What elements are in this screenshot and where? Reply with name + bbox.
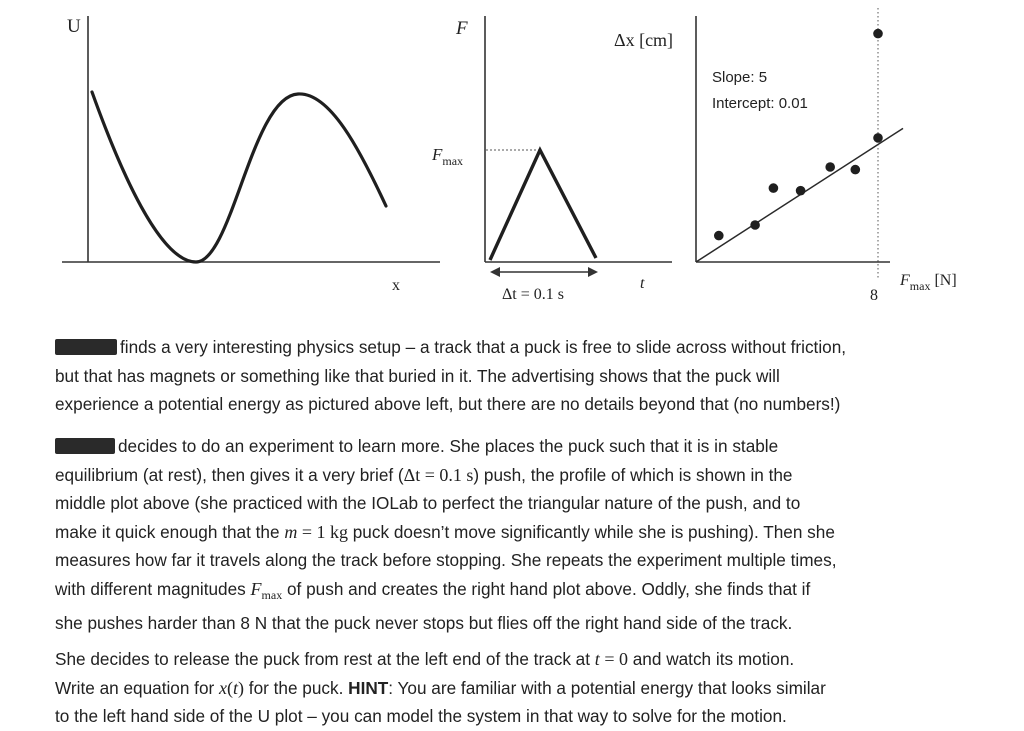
data-point bbox=[873, 133, 883, 143]
p3-line-3: to the left hand side of the U plot – you can model the system in that way to solve for the motion. bbox=[55, 706, 787, 726]
redacted-name bbox=[55, 438, 115, 454]
p1-line-3: experience a potential energy as pictured above left, but there are no details beyond that (no numbers!) bbox=[55, 394, 841, 414]
dx-axis-label: Δx [cm] bbox=[614, 30, 674, 50]
duration-arrow bbox=[490, 267, 598, 277]
u-plot bbox=[62, 16, 440, 294]
triangular-force-pulse bbox=[490, 150, 596, 260]
force-plot bbox=[431, 16, 672, 303]
x-axis-label: x bbox=[392, 277, 400, 294]
problem-paragraph-3 bbox=[55, 645, 965, 731]
p3-line-1: She decides to release the puck from rest at the left end of the track at t = 0 and watch its motion. bbox=[55, 649, 795, 669]
p1-line-1: finds a very interesting physics setup – a track that a puck is free to slide across without friction, bbox=[120, 337, 847, 357]
p2-line-6: with different magnitudes $F_{max}$ of push and creates the right hand plot above. Oddly, she finds that if bbox=[55, 578, 811, 602]
problem-paragraph-2 bbox=[55, 432, 965, 638]
potential-energy-curve bbox=[92, 92, 386, 262]
p3-line-2: Write an equation for x(t) for the puck. HINT: You are familiar with a potential energy that looks similar bbox=[55, 677, 826, 698]
p2-line-2: equilibrium (at rest), then gives it a very brief (Δt = 0.1 s) push, the profile of which is shown in the bbox=[55, 464, 793, 485]
p2-line-3: middle plot above (she practiced with the IOLab to perfect the triangular nature of the push, and to bbox=[55, 493, 801, 513]
p1-line-2: but that has magnets or something like that buried in it. The advertising shows that the puck will bbox=[55, 365, 780, 386]
data-point bbox=[769, 183, 779, 193]
p2-line-7: she pushes harder than 8 N that the puck never stops but flies off the right hand side of the track. bbox=[55, 613, 793, 633]
p2-line-5: measures how far it travels along the track before stopping. She repeats the experiment multiple times, bbox=[55, 550, 837, 570]
duration-label: Δt = 0.1 s bbox=[502, 286, 564, 303]
p2-line-4: make it quick enough that the m = 1 kg puck doesn’t move significantly while she is pushing). Then she bbox=[55, 521, 835, 542]
dx-vs-fmax-chart bbox=[614, 8, 957, 304]
data-points bbox=[714, 29, 883, 241]
t-axis-label: t bbox=[640, 275, 645, 292]
data-point bbox=[750, 220, 760, 230]
fmax-label: $F_{max}$ bbox=[432, 145, 464, 168]
outlier-point bbox=[873, 29, 883, 39]
x-tick-label-8: 8 bbox=[870, 287, 878, 304]
redacted-name bbox=[55, 339, 117, 355]
hint-label: HINT bbox=[348, 677, 389, 698]
fmax-axis-label: $F_{max}$ [N] bbox=[900, 272, 957, 293]
data-point bbox=[825, 162, 835, 172]
f-axis-label: F bbox=[456, 18, 468, 39]
data-point bbox=[714, 231, 724, 241]
data-point bbox=[851, 165, 861, 175]
problem-paragraph-1 bbox=[55, 333, 965, 419]
slope-annotation: Slope: 5 bbox=[712, 69, 768, 86]
intercept-annotation: Intercept: 0.01 bbox=[712, 95, 808, 112]
data-point bbox=[796, 186, 806, 196]
u-axis-label: U bbox=[67, 16, 81, 37]
p2-line-1: decides to do an experiment to learn more. She places the puck such that it is in stable bbox=[118, 436, 779, 456]
